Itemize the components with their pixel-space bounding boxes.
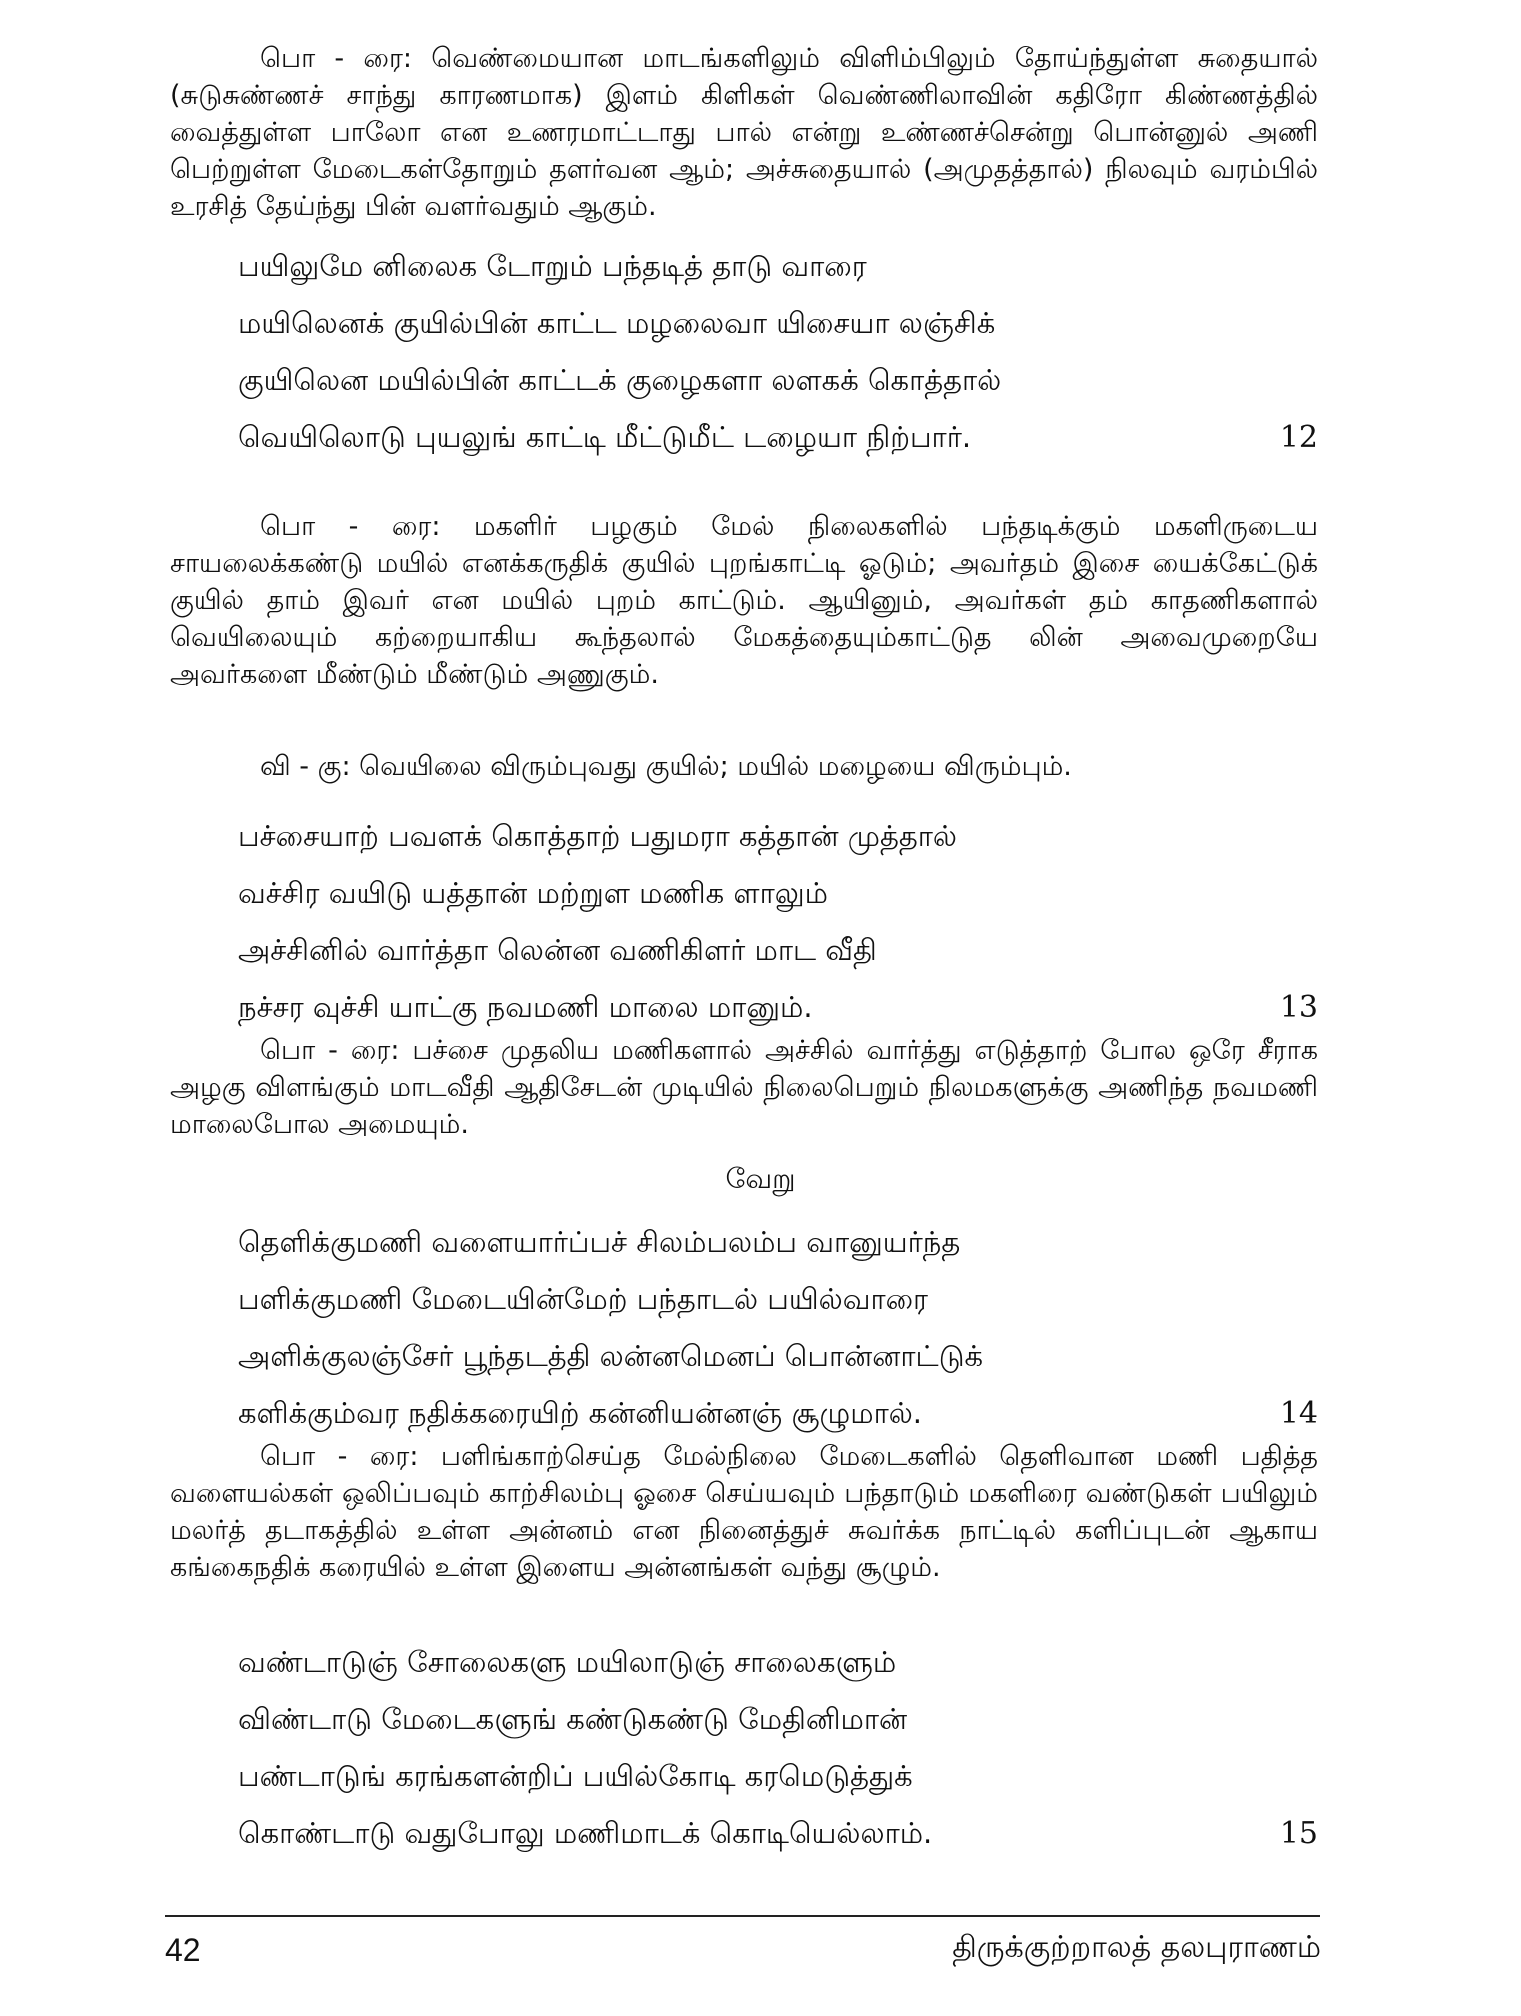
verse-line bbox=[238, 295, 1318, 352]
verse-line bbox=[238, 808, 1318, 865]
section-heading: வேறு bbox=[725, 1162, 796, 1195]
verse-text: அச்சினில் வார்த்தா லென்ன வணிகிளர் மாட வீதி bbox=[238, 933, 877, 967]
verse-text: பளிக்குமணி மேடையின்மேற் பந்தாடல் பயில்வாரை bbox=[238, 1282, 929, 1316]
verse-number: 14 bbox=[1279, 1396, 1318, 1431]
verse-line bbox=[238, 1805, 1318, 1862]
verse-line bbox=[238, 1214, 1318, 1271]
verse-line bbox=[238, 1271, 1318, 1328]
verse-text: குயிலென மயில்பின் காட்டக் குழைகளா லளகக் கொத்தால் bbox=[238, 363, 1002, 397]
verse-line bbox=[238, 1328, 1318, 1385]
verse-text: தெளிக்குமணி வளையார்ப்பச் சிலம்பலம்ப வானுயர்ந்த bbox=[238, 1225, 961, 1259]
verse-text: அளிக்குலஞ்சேர் பூந்தடத்தி லன்னமெனப் பொன்னாட்டுக் bbox=[238, 1339, 984, 1373]
verse-text: மயிலெனக் குயில்பின் காட்ட மழலைவா யிசையா லஞ்சிக் bbox=[238, 306, 996, 340]
verse-line bbox=[238, 865, 1318, 922]
verse-line bbox=[238, 1634, 1318, 1691]
verse-line bbox=[238, 238, 1318, 295]
verse-14 bbox=[238, 1214, 1318, 1442]
verse-text: பயிலுமே னிலைக டோறும் பந்தடித் தாடு வாரை bbox=[238, 249, 867, 283]
verse-text: களிக்கும்வர நதிக்கரையிற் கன்னியன்னஞ் சூழுமால். bbox=[238, 1396, 923, 1430]
verse-15 bbox=[238, 1634, 1318, 1862]
commentary-paragraph: பொ - ரை: பளிங்காற்செய்த மேல்நிலை மேடைகளில் தெளிவான மணி பதித்த வளையல்கள் ஒலிப்பவும் காற்சிலம்பு ஓசை செய்யவும் பந்தாடும் மகளிரை வண்டுகள் பயிலும் மலர்த் தடாகத்தில் உள்ள அன்னம் என நினைத்துச் சுவர்க்க நாட்டில் களிப்புடன் ஆகாய கங்கைநதிக் கரையில் உள்ள இளைய அன்னங்கள் வந்து சூழும். bbox=[170, 1441, 1318, 1583]
verse-text: பச்சையாற் பவளக் கொத்தாற் பதுமரா கத்தான் முத்தால் bbox=[238, 819, 957, 853]
verse-text: விண்டாடு மேடைகளுங் கண்டுகண்டு மேதினிமான் bbox=[238, 1702, 908, 1736]
verse-text: கொண்டாடு வதுபோலு மணிமாடக் கொடியெல்லாம். bbox=[238, 1816, 933, 1850]
verse-text: வண்டாடுஞ் சோலைகளு மயிலாடுஞ் சாலைகளும் bbox=[238, 1645, 897, 1679]
verse-number: 12 bbox=[1279, 420, 1318, 455]
commentary-paragraph: பொ - ரை: வெண்மையான மாடங்களிலும் விளிம்பிலும் தோய்ந்துள்ள சுதையால் (சுடுசுண்ணச் சாந்து காரணமாக) இளம் கிளிகள் வெண்ணிலாவின் கதிரோ கிண்ணத்தில் வைத்துள்ள பாலோ என உணரமாட்டாது பால் என்று உண்ணச்சென்று பொன்னுல் அணி பெற்றுள்ள மேடைகள்தோறும் தளர்வன ஆம்; அச்சுதையால் (அமுதத்தால்) நிலவும் வரம்பில் உரசித் தேய்ந்து பின் வளர்வதும் ஆகும். bbox=[170, 43, 1318, 222]
verse-13 bbox=[238, 808, 1318, 1036]
commentary-paragraph: பொ - ரை: மகளிர் பழகும் மேல் நிலைகளில் பந்தடிக்கும் மகளிருடைய சாயலைக்கண்டு மயில் எனக்கருதிக் குயில் புறங்காட்டி ஓடும்; அவர்தம் இசை யைக்கேட்டுக் குயில் தாம் இவர் என மயில் புறம் காட்டும். ஆயினும், அவர்கள் தம் காதணிகளால் வெயிலையும் கற்றையாகிய கூந்தலால் மேகத்தையும்காட்டுத லின் அவைமுறையே அவர்களை மீண்டும் மீண்டும் அணுகும். bbox=[170, 511, 1318, 690]
verse-line bbox=[238, 1691, 1318, 1748]
verse-line bbox=[238, 979, 1318, 1036]
verse-text: நச்சர வுச்சி யாட்கு நவமணி மாலை மானும். bbox=[238, 990, 813, 1024]
footer-divider bbox=[165, 1915, 1320, 1917]
verse-line bbox=[238, 922, 1318, 979]
verse-line bbox=[238, 1748, 1318, 1805]
verse-12 bbox=[238, 238, 1318, 466]
commentary-paragraph: பொ - ரை: பச்சை முதலிய மணிகளால் அச்சில் வார்த்து எடுத்தாற் போல ஒரே சீராக அழகு விளங்கும் மாடவீதி ஆதிசேடன் முடியில் நிலைபெறும் நிலமகளுக்கு அணிந்த நவமணி மாலைபோல அமையும். bbox=[170, 1035, 1318, 1140]
verse-number: 15 bbox=[1279, 1816, 1318, 1851]
running-title: திருக்குற்றாலத் தலபுராணம் bbox=[952, 1930, 1321, 1965]
verse-line bbox=[238, 352, 1318, 409]
verse-text: வெயிலொடு புயலுங் காட்டி மீட்டுமீட் டழையா நிற்பார். bbox=[238, 420, 972, 454]
grammar-note: வி - கு: வெயிலை விரும்புவது குயில்; மயில் மழையை விரும்பும். bbox=[260, 751, 1072, 782]
verse-text: பண்டாடுங் கரங்களன்றிப் பயில்கோடி கரமெடுத்துக் bbox=[238, 1759, 913, 1793]
page-number: 42 bbox=[165, 1932, 201, 1968]
verse-line bbox=[238, 409, 1318, 466]
verse-line bbox=[238, 1385, 1318, 1442]
verse-text: வச்சிர வயிடு யத்தான் மற்றுள மணிக ளாலும் bbox=[238, 876, 828, 910]
verse-number: 13 bbox=[1279, 990, 1318, 1025]
